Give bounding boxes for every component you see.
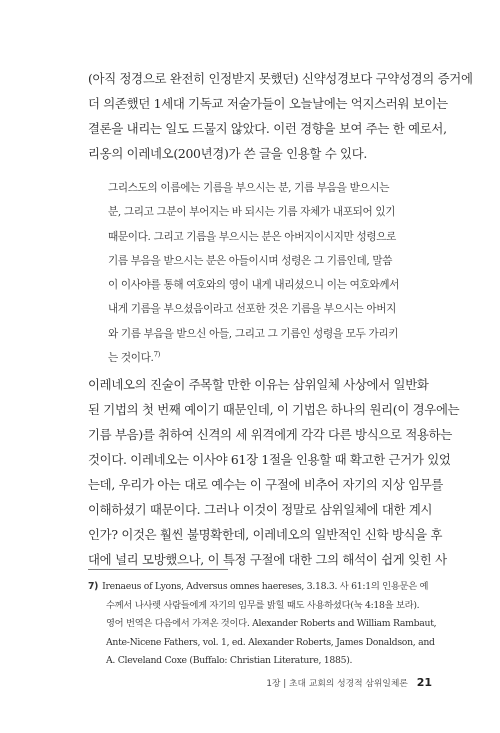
text-line: 더 의존했던 1세대 기독교 저술가들이 오늘날에는 억지스러워 보이는 <box>88 96 448 111</box>
quote-line: 분, 그리고 그분이 부어지는 바 되시는 기름 자체가 내포되어 있기 <box>108 206 396 219</box>
text-line: 것이다. 이레네오는 이사야 61장 1절을 인용할 때 확고한 근거가 있었 <box>88 452 451 467</box>
footnote-line: 영어 번역은 다음에서 가져온 것이다. Alexander Roberts and William Rambaut, <box>106 618 437 629</box>
quote-line: 기름 부음을 받으시는 분은 아들이시며 성령은 그 기름인데, 말씀 <box>108 254 393 267</box>
quote-line: 그리스도의 이름에는 기름을 부으시는 분, 기름 부음을 받으시는 <box>108 182 390 194</box>
text-line: 이해하셨기 때문이다. 그러나 이것이 정말로 삼위일체에 대한 계시 <box>88 502 433 517</box>
text-line: 기름 부음)를 취하여 신격의 세 위격에게 각각 다른 방식으로 적용하는 <box>88 427 453 442</box>
page-number: 21 <box>416 676 432 689</box>
footnote <box>88 578 437 671</box>
block-quote <box>108 176 422 370</box>
text-line: 리옹의 이레네오(200년경)가 쓴 글을 인용할 수 있다. <box>88 146 368 161</box>
text-line: 이레네오의 진술이 주목할 만한 이유는 삼위일체 사상에서 일반화 <box>88 377 429 392</box>
footnote-line: 수께서 나사렛 사람들에게 자기의 임무를 밝힐 때도 사용하셨다(눅 4:18을 보라). <box>106 599 420 611</box>
footnote-divider <box>88 569 228 570</box>
paragraph-intro <box>88 66 473 166</box>
text-line: 대에 널리 모방했으나, 이 특정 구절에 대한 그의 해석이 쉽게 잊힌 사 <box>88 552 447 567</box>
quote-line-last <box>108 346 422 370</box>
page-footer <box>266 676 432 689</box>
text-line: 는데, 우리가 아는 대로 예수는 이 구절에 비추어 자기의 지상 임무를 <box>88 477 444 492</box>
quote-line: 내게 기름을 부으셨음이라고 선포한 것은 기름을 부으시는 아버지 <box>108 303 396 316</box>
quote-line: 이 이사야를 통해 여호와의 영이 내게 내리셨으니 이는 여호와께서 <box>108 279 399 292</box>
footnote-line <box>88 578 432 597</box>
footnote-number: 7) <box>88 581 99 592</box>
quote-line: 때문이다. 그리고 기름을 부으시는 분은 아버지이시지만 성령으로 <box>108 230 396 243</box>
footnote-line: A. Cleveland Coxe (Buffalo: Christian Literature, 1885). <box>106 655 353 666</box>
text-line: (아직 정경으로 완전히 인정받지 못했던) 신약성경보다 구약성경의 증거에 <box>88 71 473 86</box>
text-line: 된 기법의 첫 번째 예이기 때문인데, 이 기법은 하나의 원리(이 경우에는 <box>88 402 460 417</box>
running-head: 1장 | 초대 교회의 성경적 삼위일체론 <box>266 679 408 689</box>
footnote-line: Ante-Nicene Fathers, vol. 1, ed. Alexander Roberts, James Donaldson, and <box>106 636 435 648</box>
quote-text: 는 것이다. <box>108 352 154 365</box>
paragraph-analysis <box>88 372 460 572</box>
footnote-marker[interactable]: 7) <box>153 350 161 359</box>
text-line: 결론을 내리는 일도 드물지 않았다. 이런 경향을 보여 주는 한 예로서, <box>88 121 447 136</box>
footnote-text: Irenaeus of Lyons, Adversus omnes haereses, 3.18.3. 사 61:1의 인용문은 예 <box>102 581 429 592</box>
text-line: 인가? 이것은 훨씬 불명확한데, 이레네오의 일반적인 신학 방식을 후 <box>88 527 443 542</box>
quote-line: 와 기름 부음을 받으신 아들, 그리고 그 기름인 성령을 모두 가리키 <box>108 327 399 340</box>
